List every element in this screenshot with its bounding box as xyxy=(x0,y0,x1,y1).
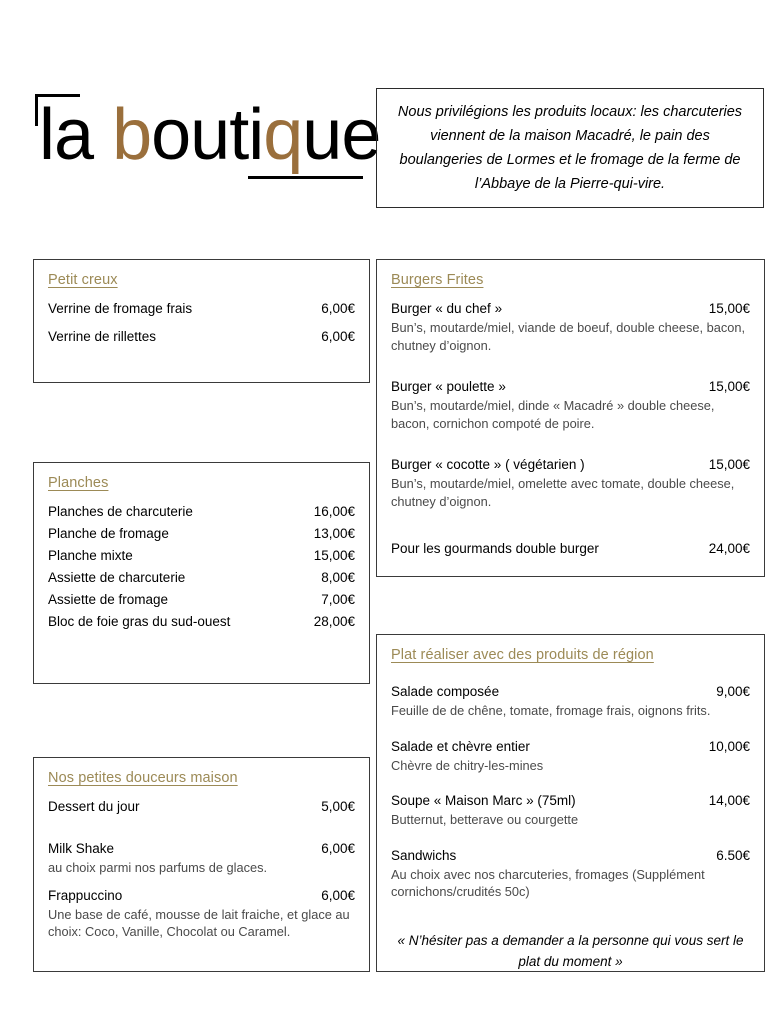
menu-item xyxy=(391,846,750,901)
menu-item-price: 9,00€ xyxy=(716,684,750,699)
menu-item xyxy=(391,299,750,354)
menu-item-name: Verrine de rillettes xyxy=(48,329,157,344)
logo-letter-space xyxy=(93,95,112,175)
menu-item-description: Une base de café, mousse de lait fraiche, et glace au choix: Coco, Vanille, Chocolat ou Caramel. xyxy=(48,906,350,939)
section-douceurs-maison xyxy=(33,757,370,972)
menu-item-name: Bloc de foie gras du sud-ouest xyxy=(48,614,231,629)
menu-item-description: au choix parmi nos parfums de glaces. xyxy=(48,860,268,875)
section-title-plats-region: Plat réaliser avec des produits de région xyxy=(391,647,654,663)
intro-statement-text: Nous privilégions les produits locaux: les charcuteries viennent de la maison Macadré, le pain des boulangeries de Lormes et le fromage de la ferme de l’Abbaye de la Pierre-qui-vire. xyxy=(397,104,743,192)
menu-item xyxy=(48,568,355,587)
menu-item-name: Burger « du chef » xyxy=(391,301,503,316)
logo-letter-b: b xyxy=(112,95,152,175)
menu-item-name: Pour les gourmands double burger xyxy=(391,541,599,556)
menu-item-price: 14,00€ xyxy=(708,793,750,808)
menu-item-name: Frappuccino xyxy=(48,887,123,903)
menu-item-description: Bun’s, moutarde/miel, omelette avec tomate, double cheese, chutney d’oignon. xyxy=(391,476,735,509)
menu-item xyxy=(48,612,355,631)
section-title-planches: Planches xyxy=(48,475,109,491)
section-title-douceurs-maison: Nos petites douceurs maison xyxy=(48,770,238,786)
section-title-petit-creux: Petit creux xyxy=(48,272,118,288)
menu-item-price: 6,00€ xyxy=(321,329,355,344)
logo-letter-u1: u xyxy=(190,95,230,175)
menu-item-name: Burger « cocotte » ( végétarien ) xyxy=(391,457,585,472)
menu-item xyxy=(48,524,355,543)
menu-item-price: 5,00€ xyxy=(321,799,355,814)
menu-item-price: 15,00€ xyxy=(708,379,750,394)
section-plats-region xyxy=(376,634,765,972)
menu-item-price: 15,00€ xyxy=(708,301,750,316)
menu-item-price: 10,00€ xyxy=(708,738,750,754)
menu-item-price: 7,00€ xyxy=(321,592,355,607)
menu-item xyxy=(48,839,355,877)
menu-item-name: Burger « poulette » xyxy=(391,379,506,394)
menu-item xyxy=(48,590,355,609)
logo-letter-o: o xyxy=(151,95,191,175)
logo-letter-l: l xyxy=(39,95,54,175)
menu-item-name: Salade composée xyxy=(391,684,500,699)
menu-item xyxy=(48,502,355,521)
menu-item xyxy=(391,455,750,510)
menu-item-description: Butternut, betterave ou courgette xyxy=(391,812,579,827)
menu-item-name: Sandwichs xyxy=(391,847,457,863)
section-title-burgers-frites: Burgers Frites xyxy=(391,272,484,288)
logo-underline xyxy=(248,176,363,179)
menu-item-name: Planches de charcuterie xyxy=(48,504,193,519)
menu-item-name: Planche de fromage xyxy=(48,526,169,541)
menu-item-name: Assiette de fromage xyxy=(48,592,169,607)
menu-item-price: 16,00€ xyxy=(313,504,355,519)
menu-item-price: 6,00€ xyxy=(321,841,355,856)
logo-wordmark xyxy=(39,94,380,176)
menu-item xyxy=(48,546,355,565)
menu-item xyxy=(391,377,750,432)
menu-item-price: 15,00€ xyxy=(313,548,355,563)
menu-item-name: Assiette de charcuterie xyxy=(48,570,186,585)
menu-item-price: 6.50€ xyxy=(716,847,750,863)
menu-item-price: 28,00€ xyxy=(313,614,355,629)
menu-item xyxy=(391,539,750,558)
logo-letter-e: e xyxy=(341,95,381,175)
menu-item xyxy=(391,682,750,720)
logo-bracket-vertical xyxy=(35,94,38,126)
section-petit-creux xyxy=(33,259,370,383)
menu-item-name: Salade et chèvre entier xyxy=(391,738,530,754)
menu-item-price: 24,00€ xyxy=(708,541,750,556)
menu-item-name: Soupe « Maison Marc » (75ml) xyxy=(391,793,576,808)
menu-item-price: 13,00€ xyxy=(313,526,355,541)
menu-item-name: Planche mixte xyxy=(48,548,133,563)
menu-item-description: Feuille de de chêne, tomate, fromage frais, oignons frits. xyxy=(391,703,711,718)
logo-letter-u2: u xyxy=(302,95,342,175)
menu-item-name: Milk Shake xyxy=(48,841,115,856)
logo-letter-t: t xyxy=(229,95,249,175)
menu-item xyxy=(48,797,355,816)
brand-logo xyxy=(33,88,381,198)
menu-item xyxy=(48,886,355,941)
logo-letter-q: q xyxy=(263,95,303,175)
section-footnote: « N’hésiter pas a demander a la personne qui vous sert le plat du moment » xyxy=(397,932,744,969)
menu-item-description: Au choix avec nos charcuteries, fromages (Supplément cornichons/crudités 50c) xyxy=(391,866,705,899)
section-burgers-frites xyxy=(376,259,765,577)
intro-statement-box xyxy=(376,88,764,208)
menu-item xyxy=(48,299,355,318)
menu-item-description: Chèvre de chitry-les-mines xyxy=(391,757,544,773)
menu-item-price: 15,00€ xyxy=(708,457,750,472)
menu-item-name: Verrine de fromage frais xyxy=(48,301,193,316)
menu-item-price: 8,00€ xyxy=(321,570,355,585)
menu-item-name: Dessert du jour xyxy=(48,799,140,814)
menu-item xyxy=(391,791,750,829)
menu-item xyxy=(48,327,355,346)
logo-letter-a: a xyxy=(54,95,94,175)
logo-letter-i: i xyxy=(248,95,264,175)
page-header xyxy=(0,0,780,240)
menu-item-price: 6,00€ xyxy=(321,887,355,903)
menu-item-price: 6,00€ xyxy=(321,301,355,316)
menu-item-description: Bun’s, moutarde/miel, dinde « Macadré » double cheese, bacon, cornichon compoté de poire. xyxy=(391,398,715,431)
section-planches xyxy=(33,462,370,684)
menu-item xyxy=(391,737,750,775)
menu-item-description: Bun’s, moutarde/miel, viande de boeuf, double cheese, bacon, chutney d’oignon. xyxy=(391,320,746,353)
